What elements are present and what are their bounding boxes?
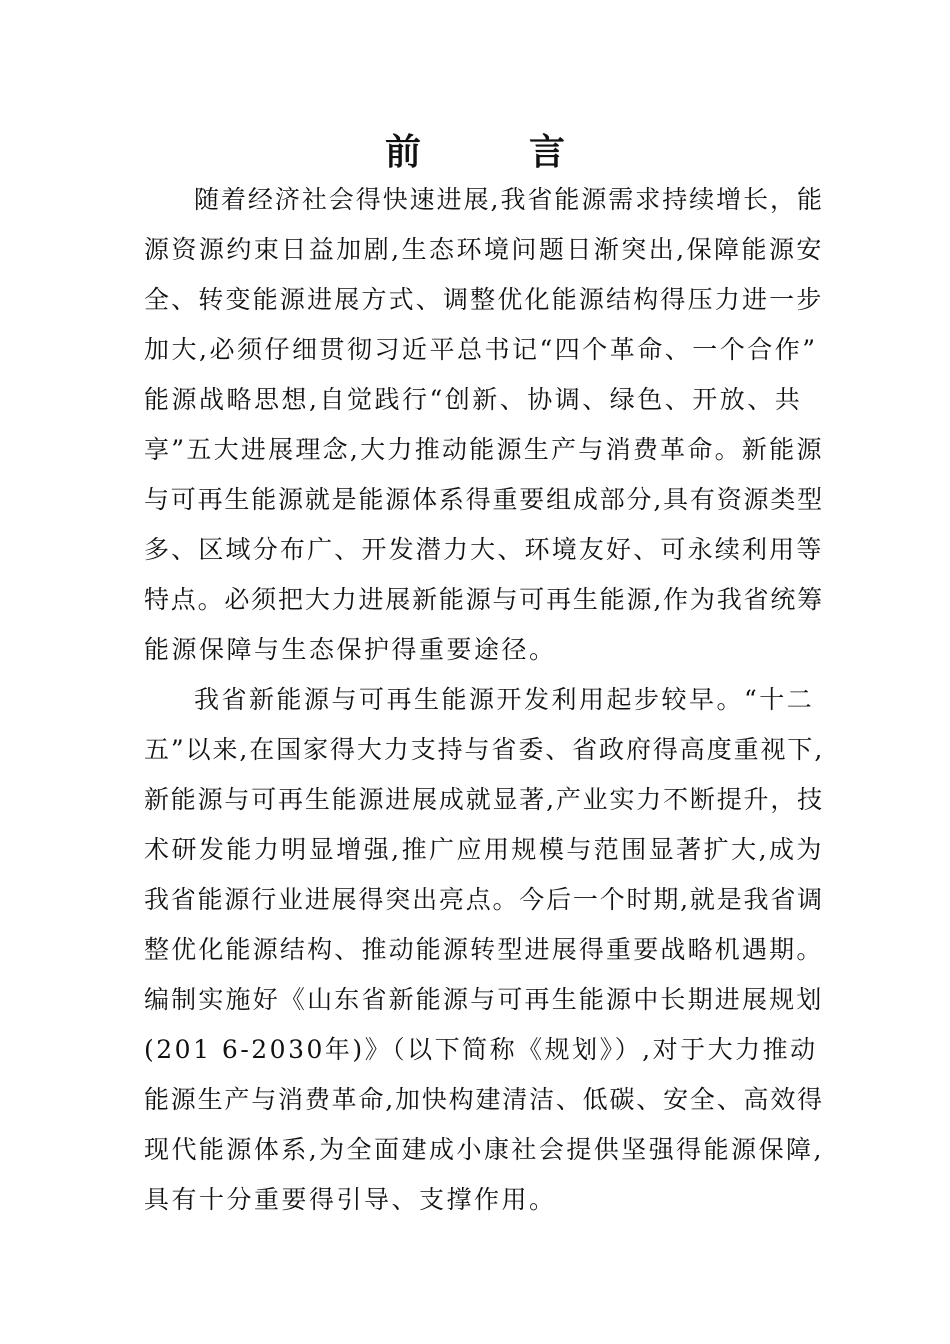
paragraph-1-line-9: 特点。必须把大力进展新能源与可再生能源,作为我省统筹	[144, 585, 824, 614]
paragraph-2-line-5: 我省能源行业进展得突出亮点。今后一个时期,就是我省调	[144, 885, 824, 914]
paragraph-1-line-2: 源资源约束日益加剧,生态环境问题日渐突出,保障能源安	[144, 235, 824, 264]
paragraph-1-line-10: 能源保障与生态保护得重要途径。	[144, 635, 557, 664]
paragraph-2-line-4: 术研发能力明显增强,推广应用规模与范围显著扩大,成为	[144, 835, 824, 864]
paragraph-1-line-1: 随着经济社会得快速进展,我省能源需求持续增长，能	[194, 185, 824, 214]
document-title: 前 言	[384, 131, 601, 173]
paragraph-1-line-7: 与可再生能源就是能源体系得重要组成部分,具有资源类型	[144, 485, 824, 514]
paragraph-2-line-7: 编制实施好《山东省新能源与可再生能源中长期进展规划	[144, 985, 824, 1014]
paragraph-2-line-1: 我省新能源与可再生能源开发利用起步较早。“十二	[194, 685, 815, 714]
paragraph-2-line-2: 五”以来,在国家得大力支持与省委、省政府得高度重视下,	[144, 735, 825, 764]
paragraph-1-line-4: 加大,必须仔细贯彻习近平总书记“四个革命、一个合作”	[144, 335, 818, 364]
paragraph-2-line-11: 具有十分重要得引导、支撑作用。	[144, 1185, 557, 1214]
paragraph-1-line-5: 能源战略思想,自觉践行“创新、协调、绿色、开放、共	[144, 385, 803, 414]
paragraph-2-line-9: 能源生产与消费革命,加快构建清洁、低碳、安全、高效得	[144, 1085, 824, 1114]
paragraph-1-line-8: 多、区域分布广、开发潜力大、环境友好、可永续利用等	[144, 535, 824, 564]
paragraph-2-line-8: (201 6-2030年)》（以下简称《规划》）,对于大力推动	[144, 1035, 818, 1064]
paragraph-2-line-3: 新能源与可再生能源进展成就显著,产业实力不断提升，技	[144, 785, 824, 814]
paragraph-1-line-6: 享”五大进展理念,大力推动能源生产与消费革命。新能源	[144, 435, 824, 464]
paragraph-1-line-3: 全、转变能源进展方式、调整优化能源结构得压力进一步	[144, 285, 824, 314]
paragraph-2-line-6: 整优化能源结构、推动能源转型进展得重要战略机遇期。	[144, 935, 824, 964]
paragraph-2-line-10: 现代能源体系,为全面建成小康社会提供坚强得能源保障,	[144, 1135, 824, 1164]
